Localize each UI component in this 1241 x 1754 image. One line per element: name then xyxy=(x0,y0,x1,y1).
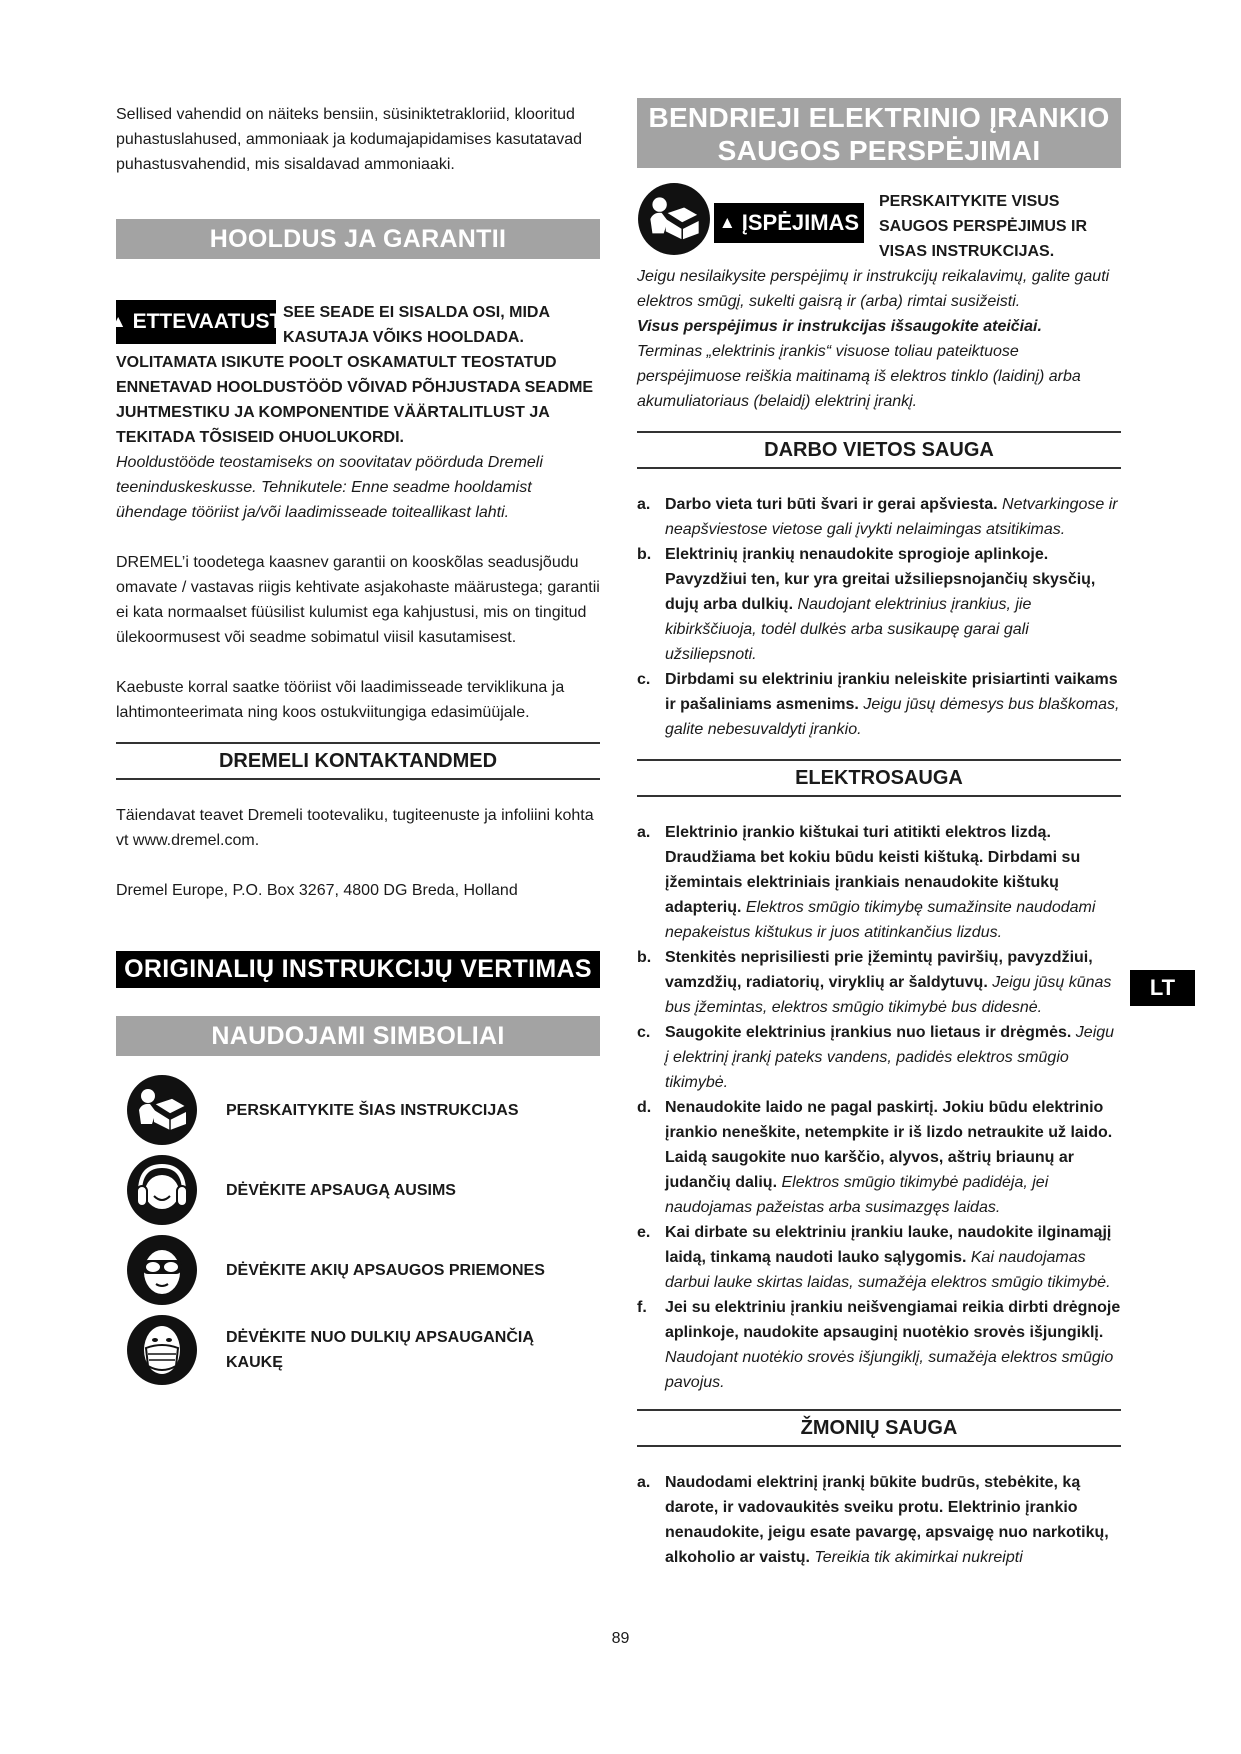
contact-paragraph-1: Täiendavat teavet Dremeli tootevaliku, tugiteenuste ja infoliini kohta vt www.dremel.com. xyxy=(116,807,594,849)
symbol-row xyxy=(116,1230,600,1310)
general-safety-heading: BENDRIEJI ELEKTRINIO ĮRANKIO SAUGOS PERSPĖJIMAI xyxy=(637,98,1121,168)
save-instructions-text: Visus perspėjimus ir instrukcijas išsaugokite ateičiai. xyxy=(637,318,1042,335)
maintenance-heading: HOOLDUS JA GARANTII xyxy=(116,219,600,259)
symbol-row xyxy=(116,1150,600,1230)
symbol-row xyxy=(116,1070,600,1150)
left-column xyxy=(109,102,600,1390)
list-item: b. Elektrinių įrankių nenaudokite sprogioje aplinkoje. Pavyzdžiui ten, kur yra greitai užsiliepsnojančių skysčių, dujų arba dulkių. Naudojant elektrinius įrankius, jie kibirkščiuoja, todėl dulkės arba susikaupę garai gali užsiliepsnoti. xyxy=(637,546,1096,663)
caution-block xyxy=(109,300,600,525)
work-area-list xyxy=(637,492,1121,742)
symbol-row xyxy=(116,1310,600,1390)
warning-italic-text: Jeigu nesilaikysite perspėjimų ir instrukcijų reikalavimų, galite gauti elektros smūgį, sukelti gaisrą ir (arba) rimtai susižeisti. xyxy=(637,268,1110,310)
symbols-heading: NAUDOJAMI SIMBOLIAI xyxy=(116,1016,600,1056)
list-item: d. Nenaudokite laido ne pagal paskirtį. Jokiu būdu elektrinio įrankio neneškite, netempkite ir iš lizdo netraukite už laido. Laidą saugokite nuo karščio, alyvos, aštrių briaunų ar judančių dalių. Elektros smūgio tikimybė padidėja, jei naudojamas pažeistas arba susimazgęs laidas. xyxy=(637,1099,1113,1216)
personal-safety-list xyxy=(637,1470,1121,1570)
contact-heading: DREMELI KONTAKTANDMED xyxy=(116,742,600,780)
caution-heading-text: SEE SEADE EI SISALDA OSI, MIDA KASUTAJA VÕIKS HOOLDADA. xyxy=(283,304,550,346)
ear-protection-icon xyxy=(126,1154,198,1226)
warning-triangle-icon: ▲ xyxy=(109,312,127,331)
original-instructions-heading: ORIGINALIŲ INSTRUKCIJŲ VERTIMAS xyxy=(116,951,600,988)
list-item: e. Kai dirbate su elektriniu įrankiu lauke, naudokite ilginamąjį laidą, tinkamą naudoti lauko sąlygomis. Kai naudojamas darbui lauke skirtas laidas, sumažėja elektros smūgio tikimybė. xyxy=(637,1224,1112,1291)
work-area-heading: DARBO VIETOS SAUGA xyxy=(637,431,1121,469)
eye-protection-icon xyxy=(126,1234,198,1306)
symbol-label: DĖVĖKITE NUO DULKIŲ APSAUGANČIĄ KAUKĘ xyxy=(226,1329,534,1371)
list-item: a. Darbo vieta turi būti švari ir gerai apšviesta. Netvarkingose ir neapšviestose vietose gali įvykti nelaimingas atsitikimas. xyxy=(637,496,1118,538)
warranty-paragraph-2: Kaebuste korral saatke tööriist või laadimisseade terviklikuna ja lahtimonteerimata ning koos ostukviitungiga edasimüüjale. xyxy=(116,679,565,721)
page-number: 89 xyxy=(611,1630,630,1647)
term-definition-text: Terminas „elektrinis įrankis“ visuose toliau pateiktuose perspėjimuose reiškia maitinamą iš elektros tinklo (laidinį) arba akumuliatoriaus (belaidį) elektrinį įrankį. xyxy=(637,343,1081,410)
read-manual-icon xyxy=(126,1074,198,1146)
caution-body-text: VOLITAMATA ISIKUTE POOLT OSKAMATULT TEOSTATUD ENNETAVAD HOOLDUSTÖÖD VÕIVAD PÕHJUSTADA SEADME JUHTMESTIKU JA KOMPONENTIDE VÄÄRTALITLUST JA TEKITADA TÕSISEID OHUOLUKORDI. xyxy=(116,354,594,446)
electrical-heading: ELEKTROSAUGA xyxy=(637,759,1121,797)
list-item: f. Jei su elektriniu įrankiu neišvengiamai reikia dirbti drėgnoje aplinkoje, naudokite apsauginį nuotėkio srovės išjungiklį. Naudojant nuotėkio srovės išjungiklį, sumažėja elektros smūgio pavojus. xyxy=(637,1299,1121,1391)
warning-badge: ▲ ĮSPĖJIMAS xyxy=(714,203,864,243)
warning-triangle-icon: ▲ xyxy=(718,213,736,232)
list-item: a. Elektrinio įrankio kištukai turi atitikti elektros lizdą. Draudžiama bet kokiu būdu keisti kištuką. Dirbdami su įžemintais elektriniais įrankiais nenaudokite kištukų adapterių. Elektros smūgio tikimybę sumažinsite naudodami nepakeistus kištukus ir juos atitinkančius lizdus. xyxy=(637,824,1096,941)
warning-heading-text: PERSKAITYKITE VISUS SAUGOS PERSPĖJIMUS IR VISAS INSTRUKCIJAS. xyxy=(879,193,1088,260)
dust-mask-icon xyxy=(126,1314,198,1386)
symbol-label: DĖVĖKITE APSAUGĄ AUSIMS xyxy=(226,1181,456,1199)
caution-badge: ▲ ETTEVAATUST xyxy=(116,300,276,344)
warning-block xyxy=(637,182,1121,264)
list-item: c. Dirbdami su elektriniu įrankiu neleiskite prisiartinti vaikams ir pašaliniams asmenims. Jeigu jūsų dėmesys bus blaškomas, galite nebesuvaldyti įrankio. xyxy=(637,671,1120,738)
read-manual-icon xyxy=(637,182,711,256)
symbol-label: PERSKAITYKITE ŠIAS INSTRUKCIJAS xyxy=(226,1101,519,1119)
symbols-list xyxy=(116,1070,600,1390)
warranty-paragraph-1: DREMEL’i toodetega kaasnev garantii on kooskõlas seadusjõudu omavate / vastavas riigis kehtivate asjakohaste määrustega; garantii ei kata normaalset füüsilist kulumist ega kahjustusi, mis on tingitud ülekoormusest või seadme sobimatul viisil kasutamisest. xyxy=(116,554,600,646)
intro-paragraph: Sellised vahendid on näiteks bensiin, süsiniktetrakloriid, klooritud puhastuslahused, ammoniaak ja kodumajapidamises kasutatavad puhastusvahendid, mis sisaldavad ammoniaaki. xyxy=(116,106,583,173)
personal-safety-heading: ŽMONIŲ SAUGA xyxy=(637,1409,1121,1447)
list-item: a. Naudodami elektrinį įrankį būkite budrūs, stebėkite, ką darote, ir vadovaukitės sveiku protu. Elektrinio įrankio nenaudokite, jeigu esate pavargę, apsvaigę nuo narkotikų, alkoholio ar vaistų. Tereikia tik akimirkai nukreipti xyxy=(637,1474,1109,1566)
electrical-list xyxy=(637,820,1121,1395)
list-item: b. Stenkitės neprisiliesti prie įžemintų paviršių, pavyzdžiui, vamzdžių, radiatorių, viryklių ar šaldytuvų. Jeigu jūsų kūnas bus įžemintas, elektros smūgio tikimybė bus didesnė. xyxy=(637,949,1112,1016)
symbol-label: DĖVĖKITE AKIŲ APSAUGOS PRIEMONES xyxy=(226,1261,545,1279)
language-tab: LT xyxy=(1130,970,1195,1006)
caution-italic-text: Hooldustööde teostamiseks on soovitatav pöörduda Dremeli teeninduskeskusse. Tehnikutele: Enne seadme hooldamist ühendage tööriist ja/või laadimisseade toiteallikast lahti. xyxy=(116,454,543,521)
list-item: c. Saugokite elektrinius įrankius nuo lietaus ir drėgmės. Jeigu į elektrinį įrankį pateks vandens, padidės elektros smūgio tikimybė. xyxy=(637,1024,1115,1091)
right-column xyxy=(637,98,1121,1570)
contact-paragraph-2: Dremel Europe, P.O. Box 3267, 4800 DG Breda, Holland xyxy=(116,882,518,899)
